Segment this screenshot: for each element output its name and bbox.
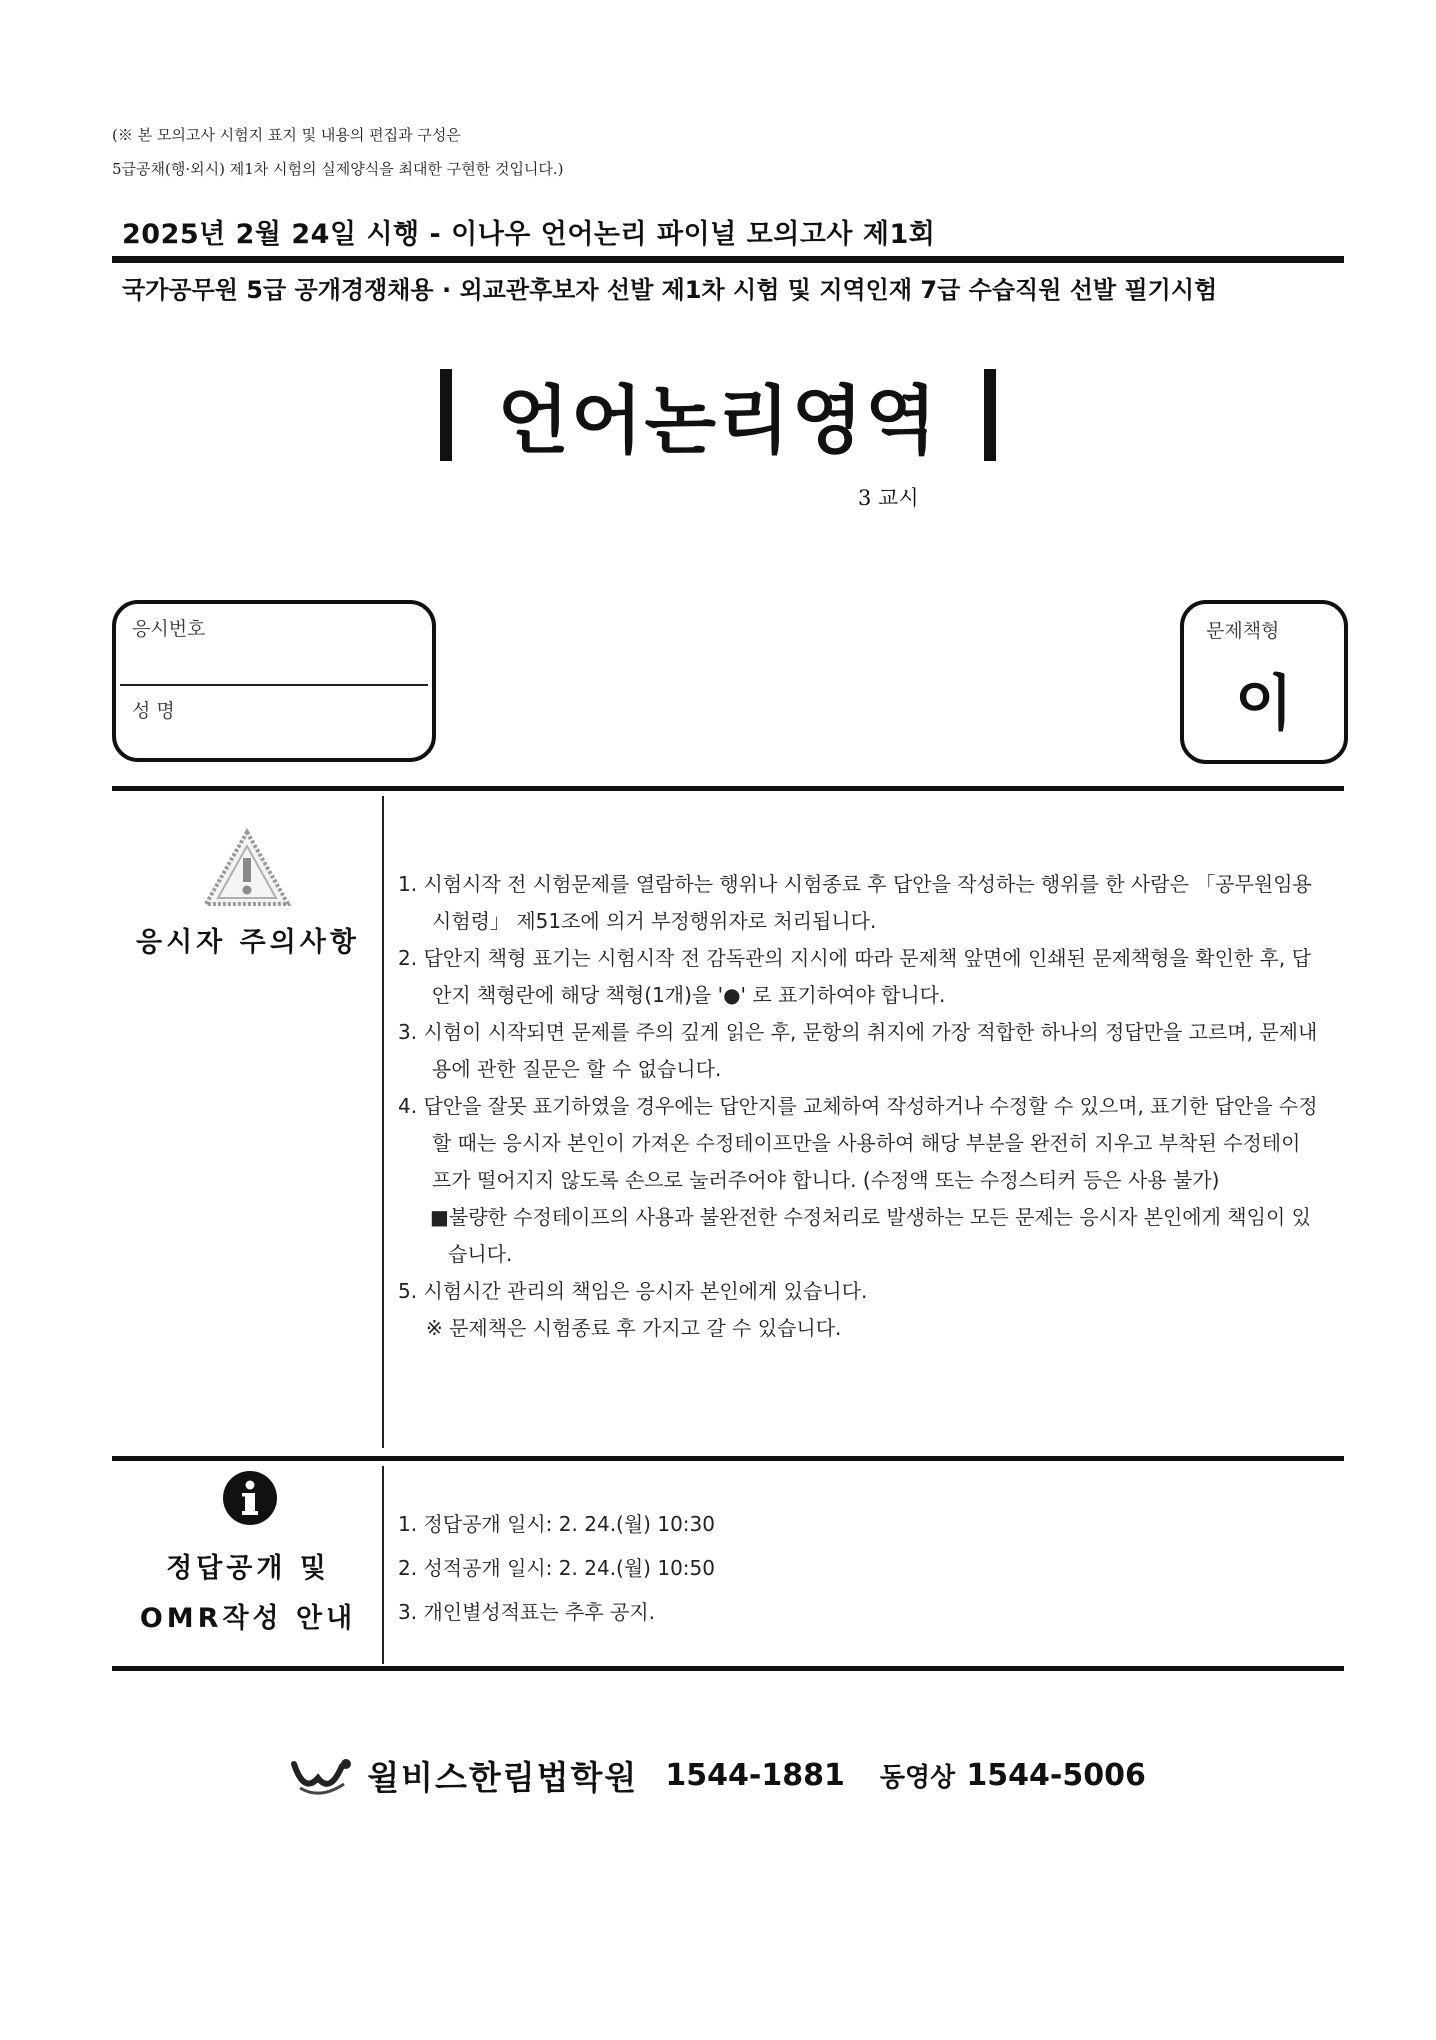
- candidate-info-box: [112, 600, 436, 762]
- booklet-type-box: [1180, 600, 1348, 764]
- info-top-rule: [112, 1456, 1344, 1461]
- title-bar-left: [440, 369, 452, 461]
- notice-column-divider: [382, 796, 384, 1448]
- info-heading-line-2: OMR작성 안내: [139, 1603, 357, 1634]
- willbes-logo-icon: [290, 1754, 354, 1798]
- info-item-1: 1. 정답공개 일시: 2. 24.(월) 10:30: [398, 1512, 715, 1536]
- top-note-line-1: (※ 본 모의고사 시험지 표지 및 내용의 편집과 구성은: [112, 126, 461, 144]
- booklet-type-value: 이: [1235, 669, 1293, 739]
- notice-top-rule: [112, 786, 1344, 791]
- warning-triangle-icon: [202, 828, 292, 908]
- exam-number-label: 응시번호: [132, 618, 206, 640]
- notice-footnote: ※ 문제책은 시험종료 후 가지고 갈 수 있습니다.: [426, 1316, 842, 1340]
- subject-title: 언어논리영역: [497, 378, 939, 464]
- notice-heading: 응시자 주의사항: [136, 927, 360, 958]
- notice-item-2: 2. 답안지 책형 표기는 시험시작 전 감독관의 지시에 따라 문제책 앞면에 인쇄된 문제책형을 확인한 후, 답안지 책형란에 해당 책형(1개)을 '●' 로 표기하여야 합니다.: [398, 946, 1311, 1007]
- title-bar-right: [984, 369, 996, 461]
- candidate-box-divider: [120, 684, 428, 686]
- footer: [0, 1752, 1436, 1799]
- exam-header: 2025년 2월 24일 시행 - 이나우 언어논리 파이널 모의고사 제1회: [122, 219, 936, 250]
- notice-sub-item: ■불량한 수정테이프의 사용과 불완전한 수정처리로 발생하는 모든 문제는 응시자 본인에게 책임이 있습니다.: [430, 1205, 1311, 1266]
- notice-item-3: 3. 시험이 시작되면 문제를 주의 깊게 읽은 후, 문항의 취지에 가장 적합한 하나의 정답만을 고르며, 문제내용에 관한 질문은 할 수 없습니다.: [398, 1020, 1318, 1081]
- info-bottom-rule: [112, 1666, 1344, 1671]
- name-label: 성 명: [132, 700, 175, 722]
- notice-item-4: 4. 답안을 잘못 표기하였을 경우에는 답안지를 교체하여 작성하거나 수정할 수 있으며, 표기한 답안을 수정할 때는 응시자 본인이 가져온 수정테이프만을 사용하여 해당 부분을 완전히 지우고 부착된 수정테이프가 떨어지지 않도록 손으로 눌러주어야 합니다. (수정액 또는 수정스티커 등은 사용 불가): [398, 1094, 1318, 1192]
- info-list: [398, 1502, 715, 1634]
- header-divider: [112, 256, 1344, 263]
- notice-list: [398, 866, 1318, 1347]
- footer-brand: 윌비스한림법학원: [367, 1758, 639, 1797]
- info-item-2: 2. 성적공개 일시: 2. 24.(월) 10:50: [398, 1556, 715, 1580]
- footer-vod-phone: 1544-5006: [966, 1758, 1146, 1793]
- footer-vod-label: 동영상: [879, 1763, 956, 1793]
- title-block: [0, 362, 1436, 468]
- top-note-line-2: 5급공채(행·외시) 제1차 시험의 실제양식을 최대한 구현한 것입니다.): [112, 160, 564, 178]
- exam-period: 3 교시: [858, 486, 919, 510]
- exam-subheader: 국가공무원 5급 공개경쟁채용 · 외교관후보자 선발 제1차 시험 및 지역인재 7급 수습직원 선발 필기시험: [122, 276, 1218, 304]
- footer-phone: 1544-1881: [665, 1758, 845, 1793]
- info-heading-line-1: 정답공개 및: [166, 1553, 330, 1584]
- info-circle-icon: [222, 1470, 278, 1526]
- booklet-type-label: 문제책형: [1206, 620, 1280, 642]
- notice-item-5: 5. 시험시간 관리의 책임은 응시자 본인에게 있습니다.: [398, 1279, 868, 1303]
- info-item-3: 3. 개인별성적표는 추후 공지.: [398, 1600, 656, 1624]
- notice-item-1: 1. 시험시작 전 시험문제를 열람하는 행위나 시험종료 후 답안을 작성하는 행위를 한 사람은 「공무원임용시험령」 제51조에 의거 부정행위자로 처리됩니다.: [398, 872, 1312, 933]
